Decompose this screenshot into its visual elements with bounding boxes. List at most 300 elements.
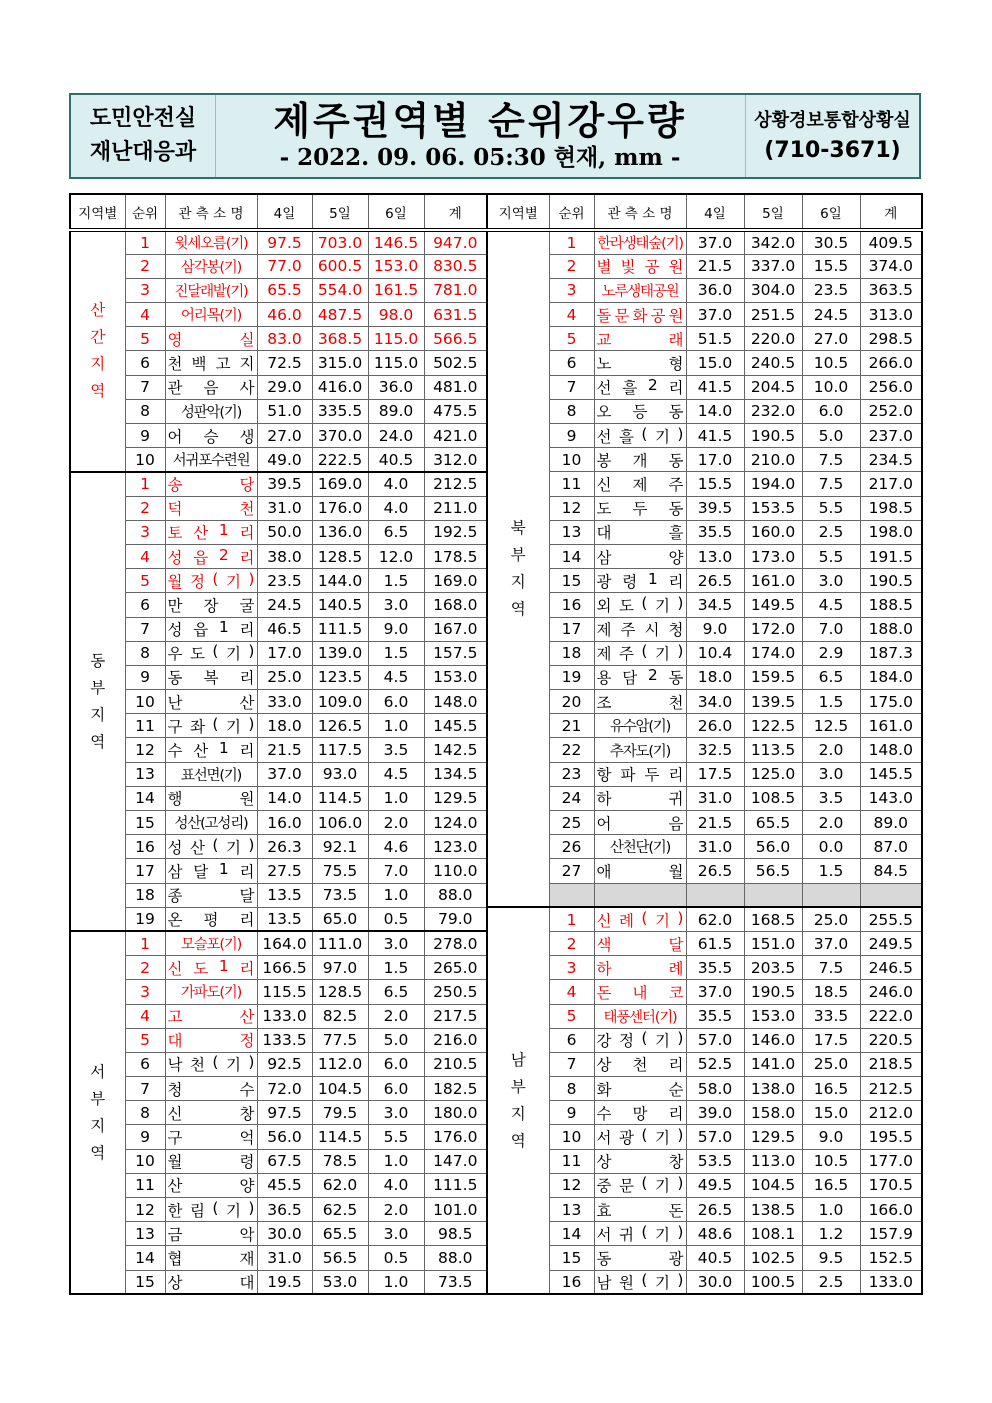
- station-name: 성 읍 2 리: [167, 545, 255, 567]
- table-header-row: [487, 194, 922, 230]
- rank-cell: 10: [125, 448, 165, 472]
- region-name: 산 간 지 역: [90, 301, 106, 401]
- station-name: 대 정: [167, 1032, 255, 1051]
- rain-d5-cell: 160.0: [744, 520, 802, 544]
- rain-d4-cell: 72.0: [257, 1077, 312, 1101]
- station-name-cell: [165, 883, 257, 907]
- rain-d5-cell: 190.5: [744, 424, 802, 448]
- station-name: 별 빛 공 원: [596, 258, 684, 277]
- station-name-cell: [165, 1004, 257, 1028]
- rain-d5-cell: 342.0: [744, 230, 802, 254]
- station-name: 산천단(기): [609, 840, 671, 857]
- total-cell: 134.5: [424, 762, 487, 786]
- station-name: 유수암(기): [609, 719, 671, 736]
- station-name: 협 재: [167, 1249, 255, 1268]
- station-name-cell: [594, 1222, 686, 1246]
- total-cell: 190.5: [860, 569, 922, 593]
- rain-d6-cell: 6.0: [802, 399, 860, 423]
- rank-cell: 27: [549, 859, 594, 883]
- station-name-cell: [594, 254, 686, 278]
- station-name: 외 도 ( 기 ): [596, 593, 684, 615]
- station-name: 용 담 2 동: [596, 666, 684, 688]
- rain-d6-cell: 6.0: [368, 1052, 424, 1076]
- rain-d6-cell: 6.5: [368, 520, 424, 544]
- rain-d5-cell: 104.5: [744, 1173, 802, 1197]
- rain-d5-cell: 56.0: [744, 835, 802, 859]
- station-name-cell: [165, 714, 257, 738]
- rain-d5-cell: 304.0: [744, 278, 802, 302]
- rain-d6-cell: 1.0: [368, 1270, 424, 1294]
- station-name: 우 도 ( 기 ): [167, 642, 255, 664]
- rank-cell: 25: [549, 811, 594, 835]
- rank-cell: 14: [549, 544, 594, 568]
- table-row: [487, 375, 922, 399]
- station-name: 성산(고성리): [174, 816, 248, 833]
- rank-cell: 5: [125, 569, 165, 593]
- rain-d6-cell: 2.0: [368, 811, 424, 835]
- rain-d6-cell: 5.0: [802, 424, 860, 448]
- rank-cell: 13: [125, 762, 165, 786]
- total-cell: 157.9: [860, 1222, 922, 1246]
- table-row: [70, 303, 487, 327]
- col-station-header: 관 측 소 명: [594, 194, 686, 230]
- station-name-cell: [165, 1198, 257, 1222]
- rain-d6-cell: 1.5: [802, 859, 860, 883]
- station-name-cell: [594, 448, 686, 472]
- rain-d6-cell: 98.0: [368, 303, 424, 327]
- rank-cell: 9: [125, 424, 165, 448]
- station-name: 신 제 주: [596, 475, 684, 494]
- station-name-cell: [594, 617, 686, 641]
- station-name: 돈 내 코: [596, 983, 684, 1002]
- station-name-cell: [165, 230, 257, 254]
- rain-d5-cell: 146.0: [744, 1028, 802, 1052]
- station-name: 서 귀 ( 기 ): [596, 1222, 684, 1244]
- rank-cell: 8: [125, 399, 165, 423]
- rain-d4-cell: 46.5: [257, 617, 312, 641]
- station-name-cell: [165, 303, 257, 327]
- table-row: [487, 303, 922, 327]
- table-row: [487, 738, 922, 762]
- rain-d6-cell: 4.5: [802, 593, 860, 617]
- rain-d4-cell: 31.0: [257, 1246, 312, 1270]
- rain-d4-cell: 41.5: [686, 424, 744, 448]
- rain-d5-cell: 141.0: [744, 1052, 802, 1076]
- station-name-cell: [165, 1052, 257, 1076]
- total-cell: 278.0: [424, 931, 487, 955]
- rain-d4-cell: 35.5: [686, 956, 744, 980]
- rain-d6-cell: 2.0: [368, 1198, 424, 1222]
- rain-d5-cell: 123.5: [312, 665, 368, 689]
- table-row: [487, 1173, 922, 1197]
- rain-d4-cell: 18.0: [257, 714, 312, 738]
- table-row: [70, 1198, 487, 1222]
- col-day5-header: 5일: [744, 194, 802, 230]
- rain-d6-cell: 2.0: [368, 1004, 424, 1028]
- rain-d6-cell: 15.0: [802, 1101, 860, 1125]
- rank-cell: 13: [549, 1198, 594, 1222]
- rain-d5-cell: 108.5: [744, 786, 802, 810]
- rain-d5-cell: 62.0: [312, 1173, 368, 1197]
- table-row: [70, 424, 487, 448]
- rank-cell: 17: [125, 859, 165, 883]
- rain-d4-cell: 56.0: [257, 1125, 312, 1149]
- rain-d5-cell: 151.0: [744, 931, 802, 955]
- station-name: 송 당: [167, 476, 255, 495]
- station-name-cell: [165, 254, 257, 278]
- station-name: 어 승 생: [167, 427, 255, 446]
- rain-d4-cell: 26.5: [686, 859, 744, 883]
- table-row: [487, 665, 922, 689]
- table-row: [487, 1222, 922, 1246]
- table-row: [70, 690, 487, 714]
- rain-d5-cell: 117.5: [312, 738, 368, 762]
- rain-d5-cell: 222.5: [312, 448, 368, 472]
- rain-d6-cell: 25.0: [802, 907, 860, 931]
- station-name: 서 광 ( 기 ): [596, 1126, 684, 1148]
- table-row: [487, 641, 922, 665]
- rain-d5-cell: 703.0: [312, 230, 368, 254]
- rain-d6-cell: 3.0: [368, 1101, 424, 1125]
- total-cell: 631.5: [424, 303, 487, 327]
- rain-d6-cell: 24.0: [368, 424, 424, 448]
- rain-d4-cell: 36.0: [686, 278, 744, 302]
- rain-d5-cell: 190.5: [744, 980, 802, 1004]
- rain-d4-cell: 37.0: [686, 980, 744, 1004]
- rain-d4-cell: 57.0: [686, 1028, 744, 1052]
- rain-d5-cell: 114.5: [312, 786, 368, 810]
- rain-d5-cell: 106.0: [312, 811, 368, 835]
- region-name: 동 부 지 역: [90, 651, 106, 751]
- station-name-cell: [165, 1028, 257, 1052]
- station-name-cell: [165, 327, 257, 351]
- station-name-cell: [165, 1077, 257, 1101]
- blank-cell: [686, 883, 744, 907]
- station-name-cell: [594, 230, 686, 254]
- rank-cell: 21: [549, 714, 594, 738]
- rain-d6-cell: 3.0: [368, 593, 424, 617]
- table-row: [70, 883, 487, 907]
- rank-cell: 10: [549, 1125, 594, 1149]
- rain-d4-cell: 30.0: [686, 1270, 744, 1294]
- rain-d4-cell: 17.0: [686, 448, 744, 472]
- title-box: [215, 95, 745, 177]
- table-row: [487, 1028, 922, 1052]
- region-name: 북 부 지 역: [510, 519, 526, 619]
- station-name: 제 주 ( 기 ): [596, 642, 684, 664]
- total-cell: 409.5: [860, 230, 922, 254]
- rain-d4-cell: 41.5: [686, 375, 744, 399]
- station-name-cell: [165, 738, 257, 762]
- rank-cell: 16: [549, 593, 594, 617]
- station-name-cell: [594, 303, 686, 327]
- rain-d4-cell: 52.5: [686, 1052, 744, 1076]
- rain-d6-cell: 6.5: [802, 665, 860, 689]
- rain-d5-cell: 65.5: [312, 1222, 368, 1246]
- rank-cell: 7: [549, 1052, 594, 1076]
- contact-phone: (710-3671): [764, 138, 901, 163]
- table-row: [70, 375, 487, 399]
- rain-d5-cell: 554.0: [312, 278, 368, 302]
- rank-cell: 12: [125, 1198, 165, 1222]
- station-name: 삼 달 1 리: [167, 859, 255, 881]
- total-cell: 161.0: [860, 714, 922, 738]
- rank-cell: 11: [125, 1173, 165, 1197]
- region-label-south: [487, 907, 549, 1294]
- rain-d6-cell: 12.5: [802, 714, 860, 738]
- rain-d6-cell: 16.5: [802, 1077, 860, 1101]
- total-cell: 252.0: [860, 399, 922, 423]
- station-name: 한 림 ( 기 ): [167, 1198, 255, 1220]
- rain-d4-cell: 37.0: [686, 303, 744, 327]
- station-name-cell: [594, 327, 686, 351]
- table-row: [70, 811, 487, 835]
- total-cell: 133.0: [860, 1270, 922, 1294]
- rain-d4-cell: 26.3: [257, 835, 312, 859]
- station-name: 난 산: [167, 693, 255, 712]
- station-name-cell: [165, 1246, 257, 1270]
- total-cell: 188.0: [860, 617, 922, 641]
- rain-d4-cell: 26.0: [686, 714, 744, 738]
- rain-d5-cell: 97.0: [312, 956, 368, 980]
- rain-d5-cell: 153.0: [744, 1004, 802, 1028]
- total-cell: 421.0: [424, 424, 487, 448]
- rain-d4-cell: 31.0: [257, 496, 312, 520]
- rain-d4-cell: 21.5: [257, 738, 312, 762]
- rank-cell: 16: [549, 1270, 594, 1294]
- station-name: 청 수: [167, 1080, 255, 1099]
- rain-d6-cell: 1.5: [368, 641, 424, 665]
- station-name: 영 실: [167, 330, 255, 349]
- rain-d6-cell: 5.5: [802, 544, 860, 568]
- table-row: [70, 472, 487, 496]
- rain-d4-cell: 13.5: [257, 907, 312, 931]
- station-name-cell: [594, 690, 686, 714]
- station-name-cell: [165, 472, 257, 496]
- rank-cell: 4: [549, 303, 594, 327]
- rank-cell: 16: [125, 835, 165, 859]
- table-row: [487, 617, 922, 641]
- total-cell: 210.5: [424, 1052, 487, 1076]
- rain-d4-cell: 115.5: [257, 980, 312, 1004]
- station-name: 고 산: [167, 1008, 255, 1027]
- rain-d4-cell: 133.0: [257, 1004, 312, 1028]
- total-cell: 87.0: [860, 835, 922, 859]
- rain-d5-cell: 93.0: [312, 762, 368, 786]
- total-cell: 167.0: [424, 617, 487, 641]
- rank-cell: 2: [549, 931, 594, 955]
- table-row: [487, 569, 922, 593]
- rain-d4-cell: 37.0: [257, 762, 312, 786]
- station-name-cell: [165, 448, 257, 472]
- rain-d4-cell: 17.5: [686, 762, 744, 786]
- station-name-cell: [594, 1149, 686, 1173]
- rank-cell: 12: [125, 738, 165, 762]
- rain-d5-cell: 82.5: [312, 1004, 368, 1028]
- rain-d4-cell: 26.5: [686, 569, 744, 593]
- col-station-header: 관 측 소 명: [165, 194, 257, 230]
- rain-d4-cell: 35.5: [686, 520, 744, 544]
- station-name: 도 두 동: [596, 500, 684, 519]
- rain-d5-cell: 62.5: [312, 1198, 368, 1222]
- region-label-west: [70, 931, 125, 1294]
- table-row: [70, 399, 487, 423]
- rank-cell: 6: [125, 1052, 165, 1076]
- department-line-1: 도민안전실: [89, 106, 197, 131]
- rain-d6-cell: 2.5: [802, 1270, 860, 1294]
- station-name: 어리목(기): [180, 308, 242, 325]
- rank-cell: 22: [549, 738, 594, 762]
- total-cell: 374.0: [860, 254, 922, 278]
- rain-d4-cell: 15.0: [686, 351, 744, 375]
- col-day6-header: 6일: [802, 194, 860, 230]
- table-row: [70, 230, 487, 254]
- rain-d5-cell: 210.0: [744, 448, 802, 472]
- total-cell: 89.0: [860, 811, 922, 835]
- rain-d4-cell: 25.0: [257, 665, 312, 689]
- station-name-cell: [594, 1125, 686, 1149]
- rain-d4-cell: 21.5: [686, 811, 744, 835]
- rain-d6-cell: 0.5: [368, 1246, 424, 1270]
- table-row: [70, 351, 487, 375]
- table-row: [487, 907, 922, 931]
- rain-d4-cell: 18.0: [686, 665, 744, 689]
- rain-d6-cell: 27.0: [802, 327, 860, 351]
- rain-d5-cell: 172.0: [744, 617, 802, 641]
- total-cell: 212.0: [860, 1101, 922, 1125]
- total-cell: 256.0: [860, 375, 922, 399]
- rain-d6-cell: 2.9: [802, 641, 860, 665]
- table-row: [487, 496, 922, 520]
- station-name: 모슬포(기): [180, 937, 242, 954]
- rain-d5-cell: 173.0: [744, 544, 802, 568]
- rain-d4-cell: 23.5: [257, 569, 312, 593]
- rain-d6-cell: 0.0: [802, 835, 860, 859]
- blank-cell: [802, 883, 860, 907]
- rain-d4-cell: 40.5: [686, 1246, 744, 1270]
- rain-d5-cell: 204.5: [744, 375, 802, 399]
- station-name-cell: [594, 593, 686, 617]
- rain-d5-cell: 337.0: [744, 254, 802, 278]
- rank-cell: 19: [125, 907, 165, 931]
- rain-d6-cell: 6.0: [368, 1077, 424, 1101]
- rain-d4-cell: 33.0: [257, 690, 312, 714]
- total-cell: 148.0: [424, 690, 487, 714]
- total-cell: 166.0: [860, 1198, 922, 1222]
- total-cell: 88.0: [424, 1246, 487, 1270]
- station-name: 애 월: [596, 862, 684, 881]
- station-name: 선 흘 ( 기 ): [596, 424, 684, 446]
- rain-d4-cell: 39.5: [257, 472, 312, 496]
- rain-d5-cell: 251.5: [744, 303, 802, 327]
- rain-d4-cell: 35.5: [686, 1004, 744, 1028]
- rain-d4-cell: 24.5: [257, 593, 312, 617]
- rain-d5-cell: 100.5: [744, 1270, 802, 1294]
- rain-d6-cell: 5.5: [802, 496, 860, 520]
- rain-d6-cell: 23.5: [802, 278, 860, 302]
- rank-cell: 1: [125, 931, 165, 955]
- rank-cell: 12: [549, 1173, 594, 1197]
- table-row: [487, 424, 922, 448]
- total-cell: 502.5: [424, 351, 487, 375]
- total-cell: 195.5: [860, 1125, 922, 1149]
- rank-cell: 13: [549, 520, 594, 544]
- rain-d6-cell: 4.0: [368, 472, 424, 496]
- total-cell: 475.5: [424, 399, 487, 423]
- total-cell: 148.0: [860, 738, 922, 762]
- table-row: [70, 907, 487, 931]
- rank-cell: 7: [549, 375, 594, 399]
- rain-d4-cell: 62.0: [686, 907, 744, 931]
- station-name: 상 천 리: [596, 1056, 684, 1075]
- rain-d5-cell: 92.1: [312, 835, 368, 859]
- table-row: [487, 327, 922, 351]
- blank-cell: [549, 883, 594, 907]
- contact-box: [745, 95, 919, 177]
- rain-d5-cell: 128.5: [312, 980, 368, 1004]
- station-name-cell: [594, 1004, 686, 1028]
- table-row: [70, 278, 487, 302]
- station-name-cell: [594, 931, 686, 955]
- table-row: [70, 738, 487, 762]
- total-cell: 175.0: [860, 690, 922, 714]
- col-day5-header: 5일: [312, 194, 368, 230]
- station-name: 노 형: [596, 355, 684, 374]
- rank-cell: 20: [549, 690, 594, 714]
- table-row: [487, 786, 922, 810]
- col-rank-header: 순위: [125, 194, 165, 230]
- rank-cell: 5: [549, 1004, 594, 1028]
- total-cell: 152.5: [860, 1246, 922, 1270]
- rain-d4-cell: 48.6: [686, 1222, 744, 1246]
- rain-d5-cell: 128.5: [312, 544, 368, 568]
- total-cell: 198.0: [860, 520, 922, 544]
- total-cell: 250.5: [424, 980, 487, 1004]
- rain-d4-cell: 45.5: [257, 1173, 312, 1197]
- blank-row: [487, 883, 922, 907]
- rain-d5-cell: 168.5: [744, 907, 802, 931]
- table-row: [487, 254, 922, 278]
- table-row: [70, 1125, 487, 1149]
- station-name: 봉 개 동: [596, 451, 684, 470]
- station-name: 삼각봉(기): [180, 259, 242, 276]
- rank-cell: 7: [125, 1077, 165, 1101]
- region-label-mountain: [70, 230, 125, 472]
- rain-d5-cell: 240.5: [744, 351, 802, 375]
- total-cell: 129.5: [424, 786, 487, 810]
- total-cell: 168.0: [424, 593, 487, 617]
- rank-cell: 2: [125, 956, 165, 980]
- rain-d6-cell: 3.0: [802, 569, 860, 593]
- table-row: [487, 980, 922, 1004]
- blank-cell: [860, 883, 922, 907]
- total-cell: 234.5: [860, 448, 922, 472]
- rain-d4-cell: 30.0: [257, 1222, 312, 1246]
- station-name: 윗세오름(기): [174, 236, 248, 253]
- rank-cell: 5: [549, 327, 594, 351]
- station-name-cell: [165, 278, 257, 302]
- rainfall-table-right: [486, 193, 923, 1295]
- rain-d6-cell: 1.5: [368, 569, 424, 593]
- rain-d4-cell: 49.5: [686, 1173, 744, 1197]
- rain-d6-cell: 37.0: [802, 931, 860, 955]
- rain-d6-cell: 89.0: [368, 399, 424, 423]
- rank-cell: 19: [549, 665, 594, 689]
- blank-cell: [594, 883, 686, 907]
- rain-d4-cell: 57.0: [686, 1125, 744, 1149]
- station-name-cell: [594, 496, 686, 520]
- rain-d4-cell: 133.5: [257, 1028, 312, 1052]
